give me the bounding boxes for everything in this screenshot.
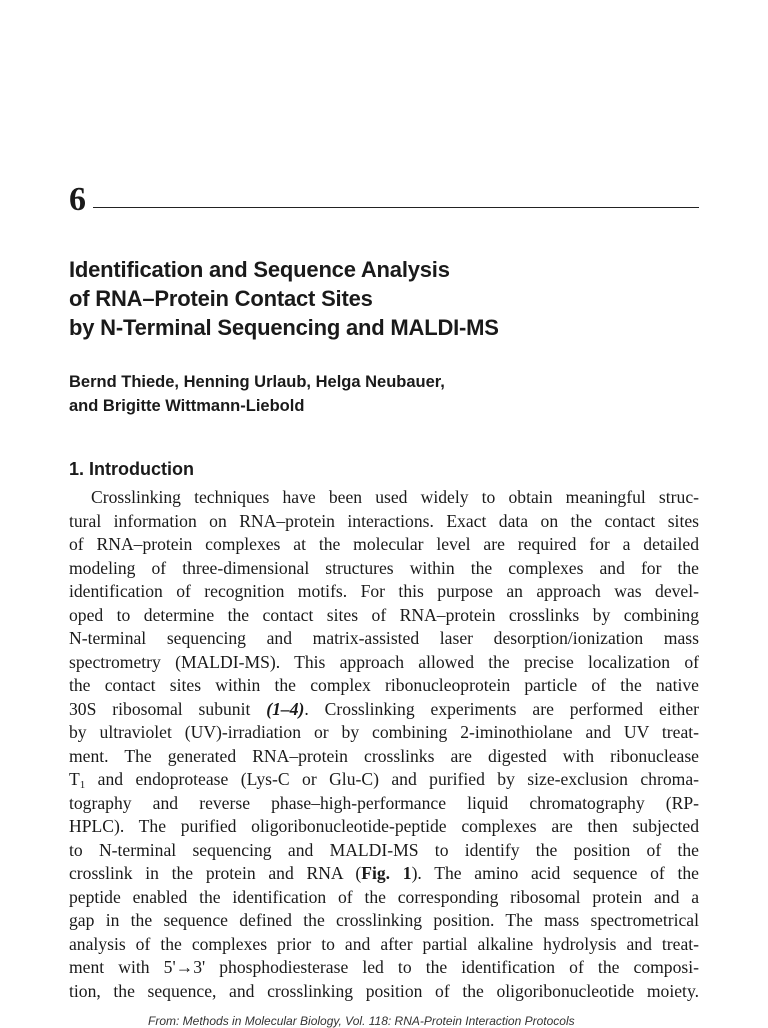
title-line: Identification and Sequence Analysis [69, 257, 450, 282]
body-line: gap in the sequence defined the crosslinking position. The mass spectrometrical [69, 910, 699, 930]
body-line: analysis of the complexes prior to and after partial alkaline hydrolysis and treat- [69, 933, 699, 954]
body-line: of RNA–protein complexes at the molecular level are required for a detailed [69, 534, 699, 554]
body-text-span: 30S ribosomal subunit [69, 698, 267, 719]
body-line: tion, the sequence, and crosslinking position of the oligoribonucleotide moiety. [69, 980, 699, 1001]
body-line: oped to determine the contact sites of RNA–protein crosslinks by combining [69, 604, 699, 625]
author-line: Bernd Thiede, Henning Urlaub, Helga Neubauer, [69, 373, 445, 391]
body-line: tural information on RNA–protein interactions. Exact data on the contact sites [69, 510, 699, 531]
body-text-span: and endoprotease (Lys-C or Glu-C) and purified by size-exclusion chroma- [85, 769, 699, 789]
body-text-span: T [69, 769, 80, 789]
chapter-header [69, 180, 699, 220]
chapter-title [69, 255, 709, 342]
body-line: ment. The generated RNA–protein crosslinks are digested with ribonuclease [69, 745, 699, 766]
citation-ref: (1–4) [266, 698, 305, 719]
body-paragraph [69, 486, 699, 1003]
body-line: Crosslinking techniques have been used widely to obtain meaningful struc- [91, 487, 699, 507]
body-line [69, 768, 699, 792]
author-list [69, 370, 709, 418]
body-line: modeling of three-dimensional structures within the complexes and for the [69, 557, 699, 578]
figure-ref: Fig. 1 [361, 863, 412, 883]
body-line: N-terminal sequencing and matrix-assisted laser desorption/ionization mass [69, 628, 699, 648]
source-footer: From: Methods in Molecular Biology, Vol. 118: RNA-Protein Interaction Protocols [148, 1014, 575, 1028]
body-line: to N-terminal sequencing and MALDI-MS to identify the position of the [69, 839, 699, 860]
section-heading: 1. Introduction [69, 459, 194, 479]
body-line: the contact sites within the complex ribonucleoprotein particle of the native [69, 675, 699, 695]
body-line [69, 698, 699, 722]
title-line: by N-Terminal Sequencing and MALDI-MS [69, 315, 499, 340]
subscript: 1 [79, 779, 86, 791]
body-text-span: . Crosslinking experiments are performed either [304, 698, 699, 719]
body-line: tography and reverse phase–high-performance liquid chromatography (RP- [69, 792, 699, 813]
body-line: by ultraviolet (UV)-irradiation or by combining 2-iminothiolane and UV treat- [69, 722, 699, 742]
body-line [69, 862, 699, 886]
body-line: spectrometry (MALDI-MS). This approach allowed the precise localization of [69, 651, 699, 672]
chapter-rule [93, 207, 699, 208]
body-text-span: crosslink in the protein and RNA ( [69, 863, 362, 883]
body-line: peptide enabled the identification of the corresponding ribosomal protein and a [69, 886, 699, 907]
body-text-span: ). The amino acid sequence of the [411, 863, 699, 883]
chapter-number: 6 [69, 181, 86, 218]
author-line: and Brigitte Wittmann-Liebold [69, 397, 305, 415]
body-line: identification of recognition motifs. For this purpose an approach was devel- [69, 581, 699, 601]
body-line: ment with 5'→3' phosphodiesterase led to the identification of the composi- [69, 957, 699, 977]
body-line: HPLC). The purified oligoribonucleotide-peptide complexes are then subjected [69, 816, 699, 836]
title-line: of RNA–Protein Contact Sites [69, 286, 373, 311]
